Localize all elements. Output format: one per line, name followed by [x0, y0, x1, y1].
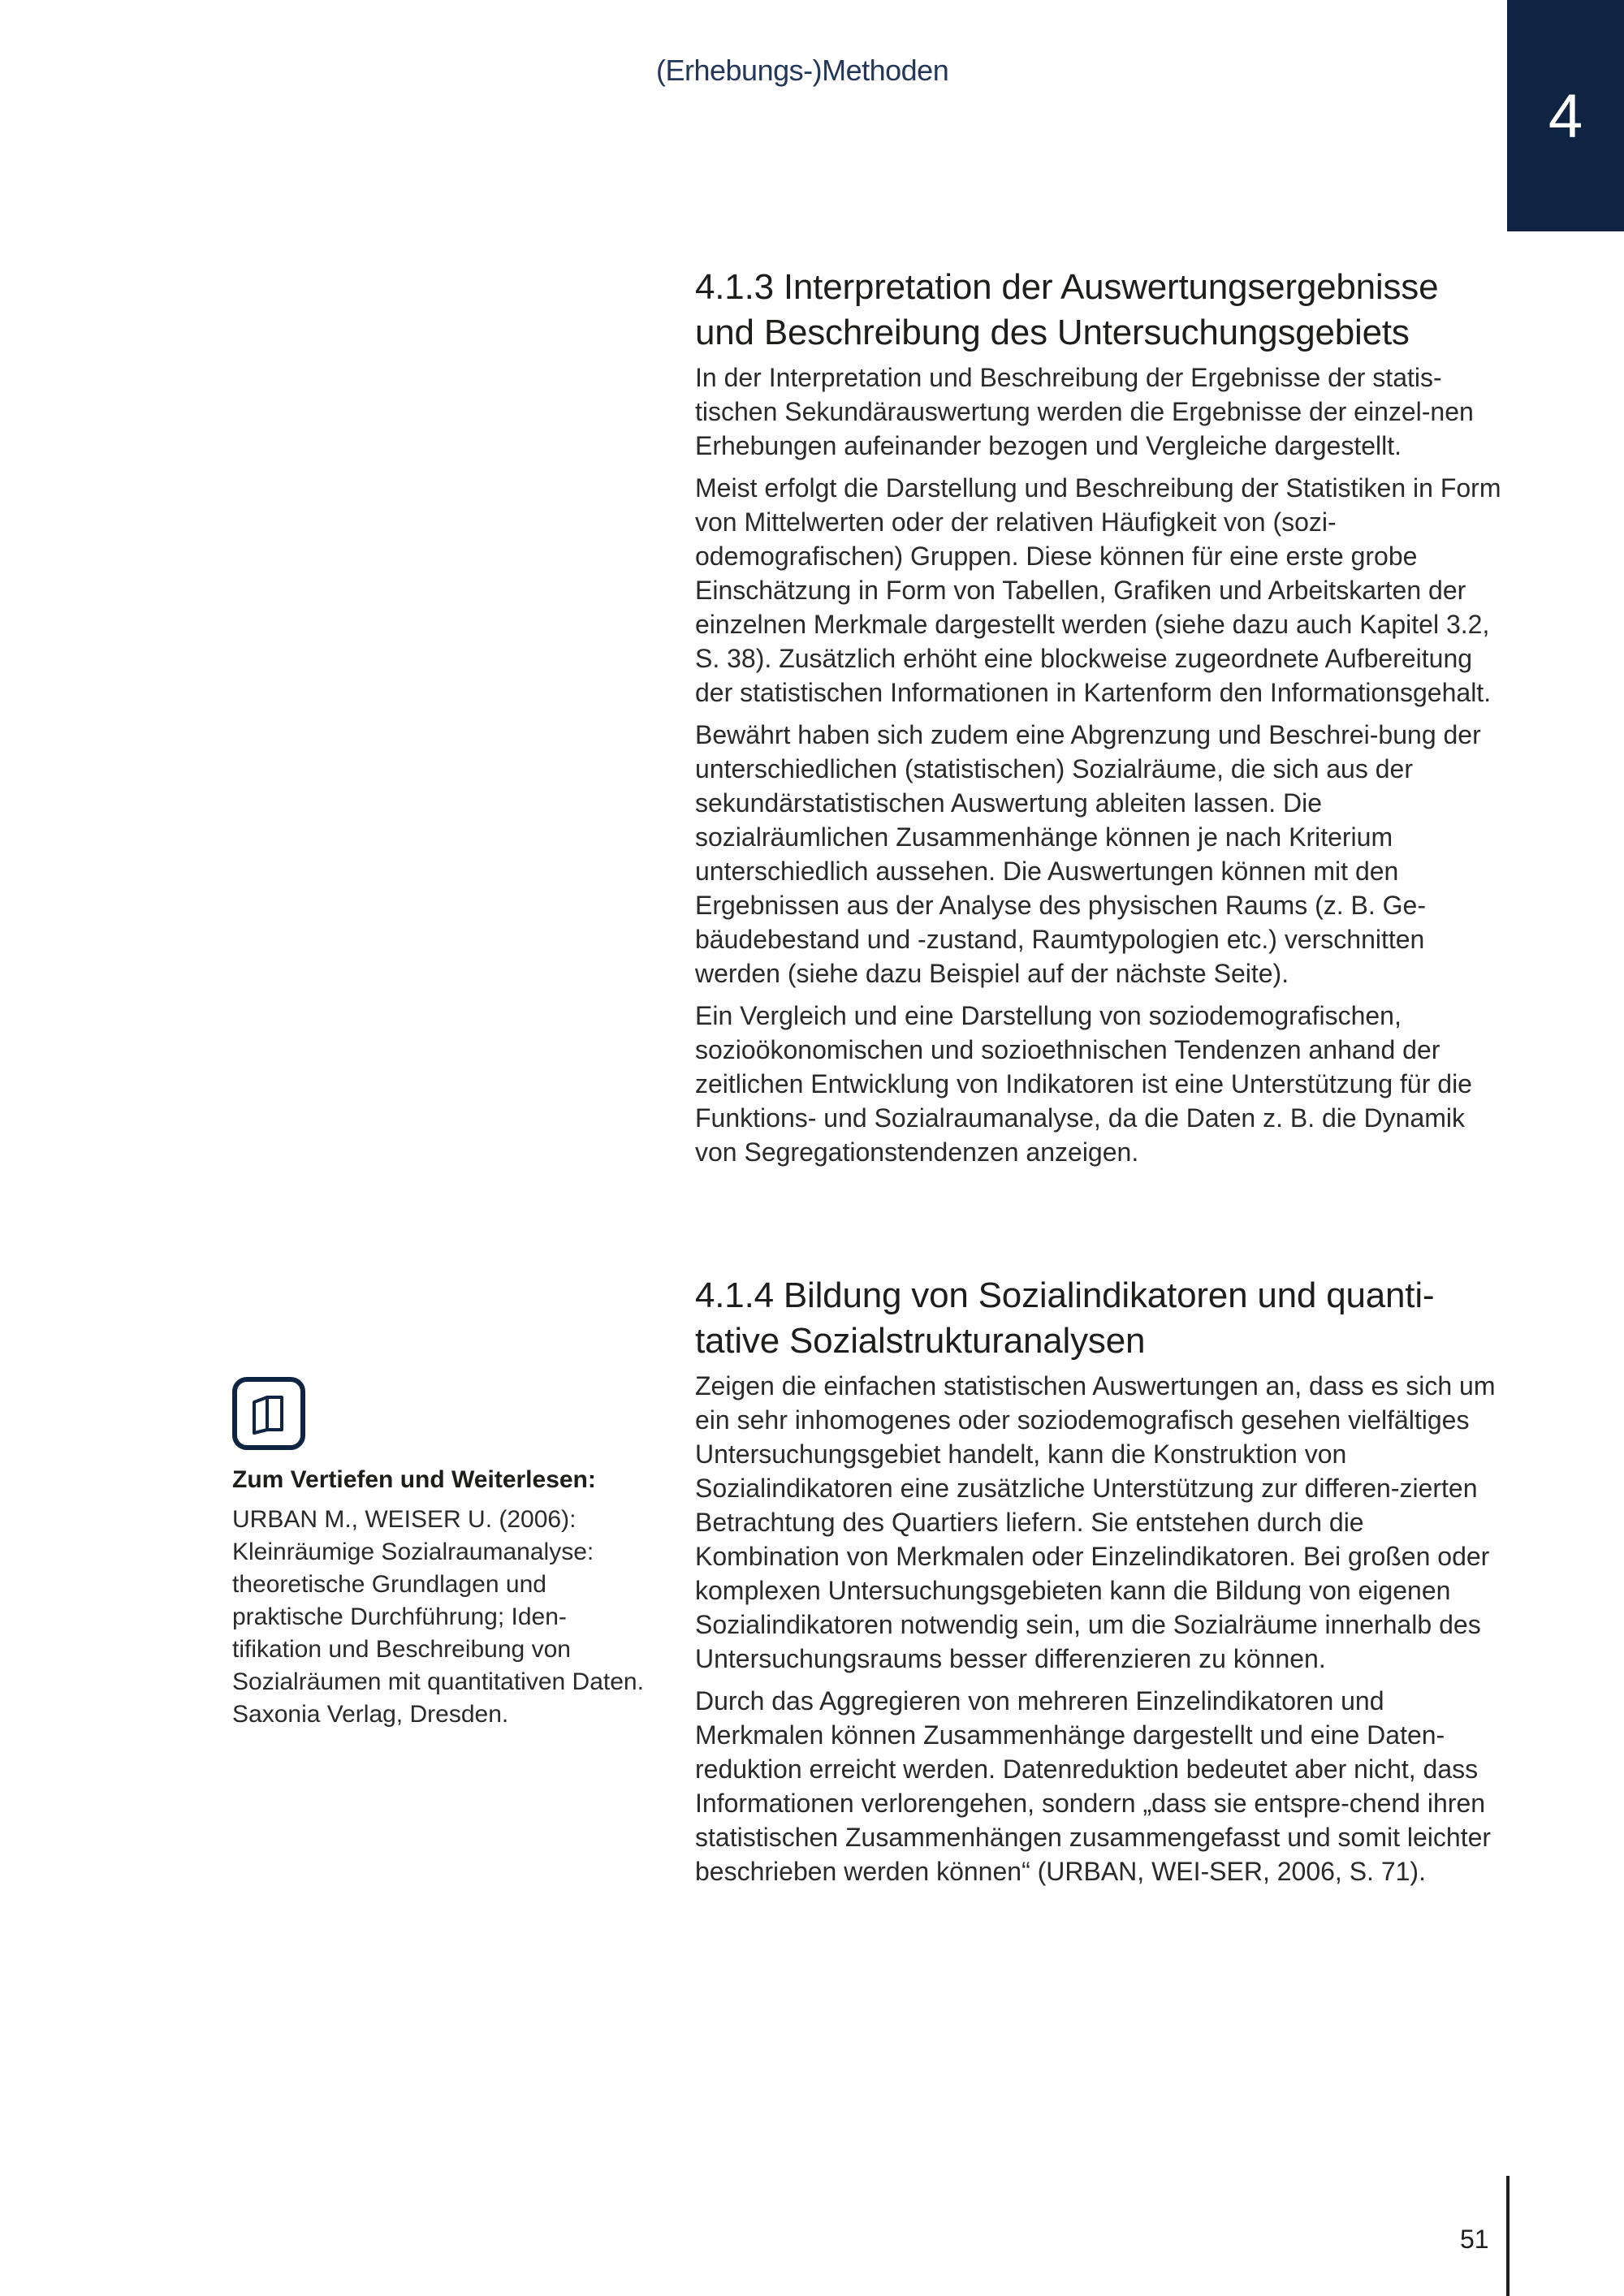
section-title: [695, 265, 1507, 356]
page-rule: [1506, 2176, 1510, 2296]
chapter-number: 4: [1548, 82, 1583, 151]
page-number: 51: [1460, 2225, 1489, 2254]
paragraph: Durch das Aggregieren von mehreren Einzelindikatoren und Merkmalen können Zusammenhänge dargestellt und eine Daten-reduktion erreicht werden. Datenreduktion bedeutet aber nicht, dass Informationen verlorengehen, sondern „dass sie entspre-chend ihren statistischen Zusammenhängen zusammengefasst und somit leichter beschrieben werden können“ (URBAN, WEI-SER, 2006, S. 71).: [695, 1686, 1492, 1886]
section-title-line: tative Sozialstrukturanalysen: [695, 1321, 1146, 1361]
further-reading-box: [232, 1377, 646, 1731]
section-title-line: 4.1.4 Bildung von Sozialindikatoren und quanti-: [695, 1275, 1435, 1315]
section-4-1-4: [695, 1273, 1507, 1897]
section-title-line: 4.1.3 Interpretation der Auswertungsergebnisse: [695, 267, 1439, 307]
book-icon: [232, 1377, 305, 1450]
reference-text: URBAN M., WEISER U. (2006): Kleinräumige Sozialraumanalyse: theoretische Grundlagen und praktische Durchführung; Iden-tifikation und Beschreibung von Sozialräumen mit quantitativen Daten. Saxonia Verlag, Dresden.: [232, 1506, 644, 1728]
section-4-1-3: [695, 265, 1507, 1177]
further-reading-heading: Zum Vertiefen und Weiterlesen:: [232, 1466, 596, 1493]
section-title-line: und Beschreibung des Untersuchungsgebiets: [695, 313, 1410, 352]
section-body: [695, 360, 1507, 1169]
running-header: (Erhebungs-)Methoden: [656, 54, 949, 87]
paragraph: Bewährt haben sich zudem eine Abgrenzung und Beschrei-bung der unterschiedlichen (statistischen) Sozialräume, die sich aus der sekundärstatistischen Auswertung ableiten lassen. Die sozialräumlichen Zusammenhänge können je nach Kriterium unterschiedlich aussehen. Die Auswertungen können mit den Ergebnissen aus der Analyse des physischen Raums (z. B. Ge-bäudebestand und -zustand, Raumtypologien etc.) verschnitten werden (siehe dazu Beispiel auf der nächste Seite).: [695, 720, 1481, 988]
paragraph: Ein Vergleich und eine Darstellung von soziodemografischen, sozioökonomischen und sozioethnischen Tendenzen anhand der zeitlichen Entwicklung von Indikatoren ist eine Unterstützung für die Funktions- und Sozialraumanalyse, da die Daten z. B. die Dynamik von Segregationstendenzen anzeigen.: [695, 1001, 1472, 1167]
section-body: [695, 1369, 1507, 1888]
paragraph: In der Interpretation und Beschreibung der Ergebnisse der statis-tischen Sekundärauswertung werden die Ergebnisse der einzel-nen Erhebungen aufeinander bezogen und Vergleiche dargestellt.: [695, 363, 1474, 460]
paragraph: Zeigen die einfachen statistischen Auswertungen an, dass es sich um ein sehr inhomogenes oder soziodemografisch gesehen vielfältiges Untersuchungsgebiet handelt, kann die Konstruktion von Sozialindikatoren eine zusätzliche Unterstützung zur differen-zierten Betrachtung des Quartiers liefern. Sie entstehen durch die Kombination von Merkmalen oder Einzelindikatoren. Bei großen oder komplexen Untersuchungsgebieten kann die Bildung von eigenen Sozialindikatoren notwendig sein, um die Sozialräume innerhalb des Untersuchungsraums besser differenzieren zu können.: [695, 1371, 1496, 1673]
section-title: [695, 1273, 1507, 1364]
paragraph: Meist erfolgt die Darstellung und Beschreibung der Statistiken in Form von Mittelwerten oder der relativen Häufigkeit von (sozi-odemografischen) Gruppen. Diese können für eine erste grobe Einschätzung in Form von Tabellen, Grafiken und Arbeitskarten der einzelnen Merkmale dargestellt werden (siehe dazu auch Kapitel 3.2, S. 38). Zusätzlich erhöht eine blockweise zugeordnete Aufbereitung der statistischen Informationen in Kartenform den Informationsgehalt.: [695, 473, 1501, 707]
chapter-tab: [1507, 0, 1624, 231]
